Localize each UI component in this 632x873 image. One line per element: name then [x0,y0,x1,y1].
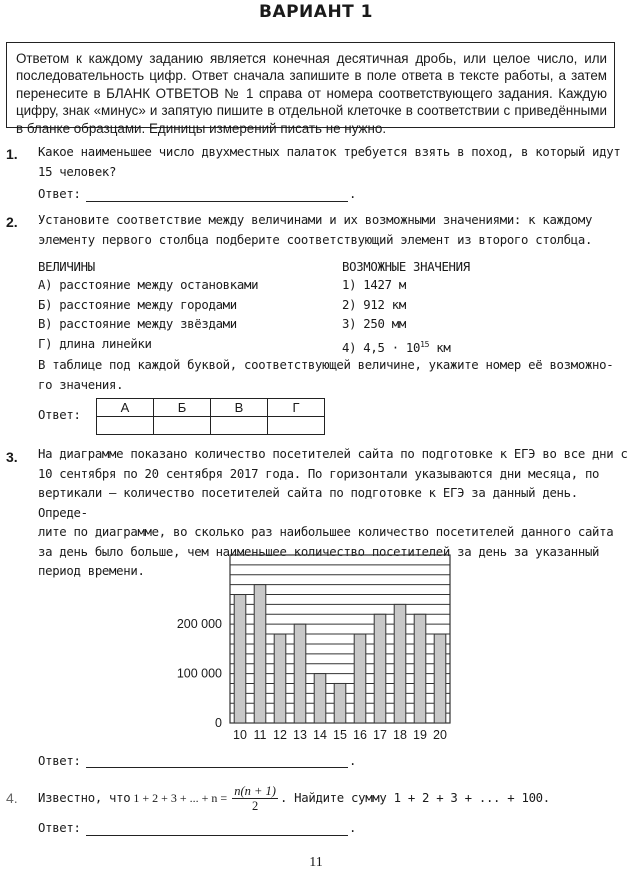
bar-11 [254,585,266,723]
y-tick-label: 100 000 [176,666,222,681]
instructions-box: Ответом к каждому заданию является конечная десятичная дробь, или целое число, или последовательность цифр. Ответ сначала запишите в поле ответа в тексте работы, а затем перенесите в БЛАНК ОТВЕТОВ № 1 справа от номера соответствующего задания. Каждую цифру, знак «минус» и запятую пишите в отдельной клеточке в соответствии с приведёнными в бланке образцами. Единицы измерений писать не нужно. [6,42,615,128]
bar-16 [354,634,366,723]
fraction-denominator: 2 [251,798,259,813]
y-tick-label: 200 000 [176,617,222,632]
answer-period: . [349,754,357,768]
x-tick-label: 20 [433,728,447,742]
answer-period: . [349,187,357,201]
x-tick-label: 18 [393,728,407,742]
table-header-v: В [211,399,268,417]
bar-18 [394,604,406,723]
right-column-header: ВОЗМОЖНЫЕ ЗНАЧЕНИЯ [342,260,470,274]
visitors-bar-chart [160,550,470,745]
answer-cell-b[interactable] [154,417,211,435]
left-column [38,276,338,354]
bar-19 [414,614,426,723]
list-item: В) расстояние между звёздами [38,317,237,331]
answer-label: Ответ: [38,821,81,835]
task-number: 3. [6,449,18,465]
answer-cell-v[interactable] [211,417,268,435]
task3-line: На диаграмме показано количество посетителей сайта по подготовке к ЕГЭ во все дни с [38,447,628,461]
table-header-b: Б [154,399,211,417]
x-tick-label: 16 [353,728,367,742]
list-item: 3) 250 мм [342,317,406,331]
task3-line: за день было больше, чем наименьшее количество посетителей за день за указанный [38,544,600,559]
task3-line: 10 сентября по 20 сентября 2017 года. По горизонтали указываются дни месяца, по [38,466,600,481]
answer-field[interactable] [86,200,348,202]
task1-line: Какое наименьшее число двухместных палаток требуется взять в поход, в который идут [38,145,621,159]
bar-17 [374,614,386,723]
answer-field[interactable] [86,766,348,768]
task3-line: лите по диаграмме, во сколько раз наибольшее количество посетителей данного сайта [38,525,614,539]
table-header-a: А [97,399,154,417]
answer-cell-g[interactable] [268,417,325,435]
table-header-g: Г [268,399,325,417]
x-tick-label: 10 [233,728,247,742]
task2-text [38,211,628,250]
value-text: 4) 4,5 · 10 [342,340,421,355]
answer-table [96,398,325,435]
task4-text [38,778,550,818]
list-item: Б) расстояние между городами [38,297,237,312]
instruction-line: В таблице под каждой буквой, соответствующей величине, укажите номер её возможно- [38,358,614,372]
answer-period: . [349,821,357,835]
bar-10 [234,595,246,723]
list-item [342,335,602,359]
task3-line: вертикали — количество посетителей сайта по подготовке к ЕГЭ за данный день. Опреде- [38,486,578,520]
x-tick-label: 15 [333,728,347,742]
exponent: 15 [420,339,430,349]
task1-line: 15 человек? [38,164,117,179]
x-tick-label: 14 [313,728,327,742]
list-item: 1) 1427 м [342,278,406,292]
right-column [342,276,602,358]
answer-label: Ответ: [38,754,81,768]
formula-lhs: 1 + 2 + 3 + ... + n = [133,790,228,805]
y-tick-label: 0 [215,716,222,730]
bar-20 [434,634,446,723]
x-tick-label: 11 [253,728,267,742]
formula-fraction [232,784,278,813]
task4-prefix: Известно, что [38,791,131,805]
task-number: 2. [6,214,18,230]
x-tick-label: 12 [273,728,287,742]
unit-text: км [429,340,451,355]
list-item: Г) длина линейки [38,336,152,351]
answer-label: Ответ: [38,187,81,201]
bar-15 [334,683,346,723]
answer-cell-a[interactable] [97,417,154,435]
answer-field[interactable] [86,834,348,836]
x-tick-label: 19 [413,728,427,742]
list-item: 2) 912 км [342,297,406,312]
table-instructions [38,356,628,395]
task-number: 4. [6,790,18,806]
page-number: 11 [309,855,323,870]
task-number: 1. [6,146,18,162]
instruction-line: го значения. [38,377,124,392]
list-item: А) расстояние между остановками [38,278,259,292]
bar-12 [274,634,286,723]
x-tick-label: 13 [293,728,307,742]
task3-line: период времени. [38,564,145,578]
answer-label: Ответ: [38,408,81,422]
left-column-header: ВЕЛИЧИНЫ [38,260,95,274]
bar-13 [294,624,306,723]
task2-line: Установите соответствие между величинами и их возможными значениями: к каждому [38,213,593,227]
fraction-numerator: n(n + 1) [234,783,276,798]
x-tick-label: 17 [373,728,387,742]
task2-line: элементу первого столбца подберите соответствующий элемент из второго столбца. [38,232,593,247]
page-title: ВАРИАНТ 1 [258,2,374,22]
task1-text [38,143,628,182]
task4-suffix: . Найдите сумму 1 + 2 + 3 + ... + 100. [279,791,550,805]
bar-14 [314,674,326,723]
